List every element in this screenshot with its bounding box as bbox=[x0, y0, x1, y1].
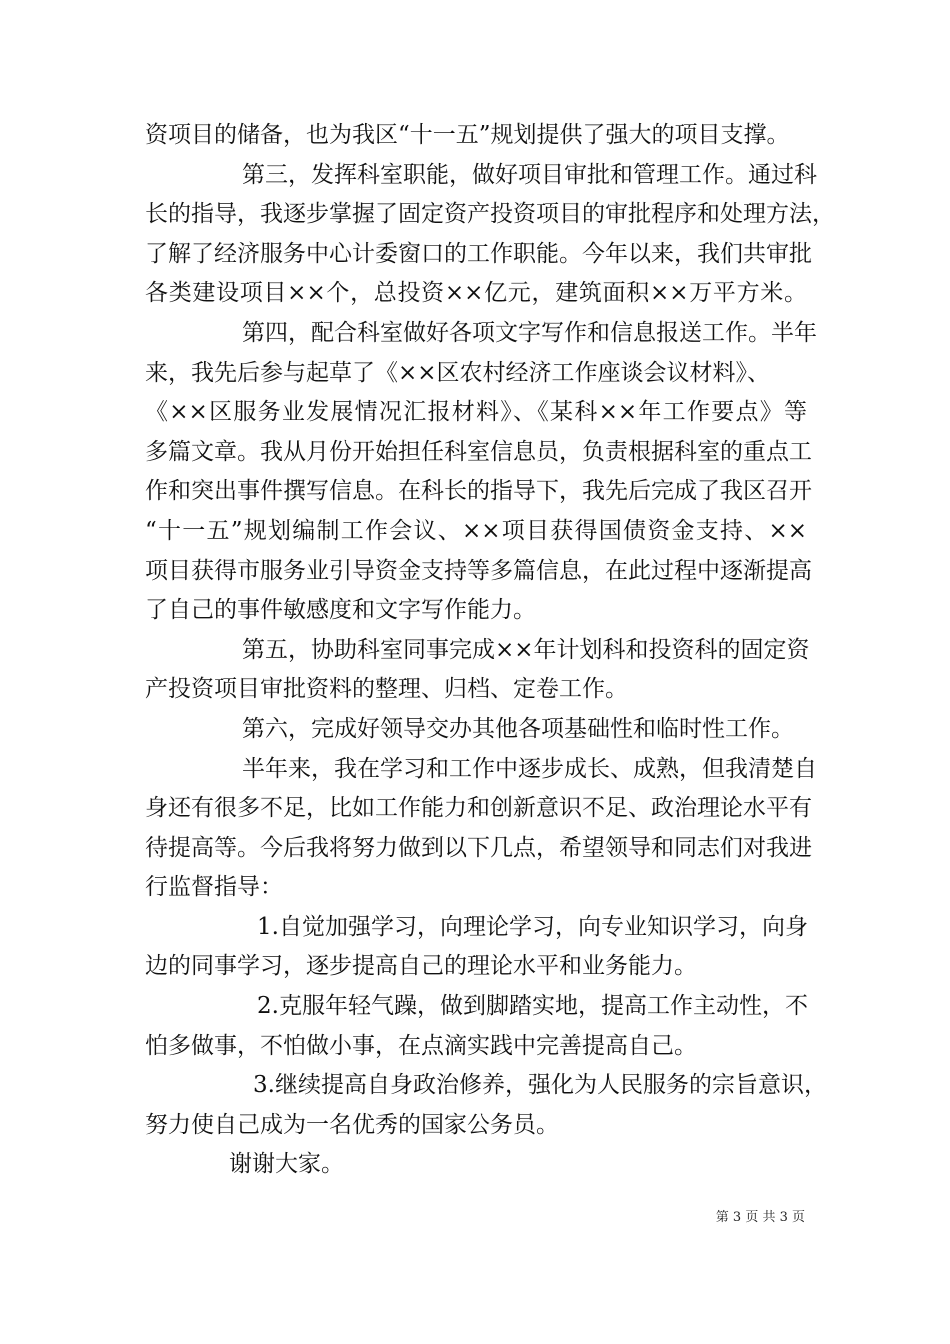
text-line: 作和突出事件撰写信息。在科长的指导下，我先后完成了我区召开 bbox=[145, 478, 812, 505]
text-line: 第六，完成好领导交办其他各项基础性和临时性工作。 bbox=[242, 715, 794, 742]
text-line: 第四，配合科室做好各项文字写作和信息报送工作。半年 bbox=[242, 319, 817, 346]
text-line: 第五，协助科室同事完成××年计划科和投资科的固定资 bbox=[242, 636, 810, 663]
document-body bbox=[145, 116, 835, 1185]
text-line: 努力使自己成为一名优秀的国家公务员。 bbox=[145, 1111, 559, 1138]
text-line: 来，我先后参与起草了《××区农村经济工作座谈会议材料》、 bbox=[145, 359, 771, 386]
text-line: 多篇文章。我从月份开始担任科室信息员，负责根据科室的重点工 bbox=[145, 438, 812, 465]
text-line: 1.自觉加强学习，向理论学习，向专业知识学习，向身 bbox=[257, 913, 808, 940]
text-line: 了自己的事件敏感度和文字写作能力。 bbox=[145, 597, 536, 624]
text-line: 了解了经济服务中心计委窗口的工作职能。今年以来，我们共审批 bbox=[145, 240, 812, 267]
text-line: 半年来，我在学习和工作中逐步成长、成熟，但我清楚自 bbox=[242, 755, 817, 782]
text-line: 谢谢大家。 bbox=[229, 1151, 344, 1178]
text-line: 《××区服务业发展情况汇报材料》、《某科××年工作要点》等 bbox=[145, 399, 807, 426]
text-line: 第三，发挥科室职能，做好项目审批和管理工作。通过科 bbox=[242, 161, 817, 188]
text-line: 各类建设项目××个，总投资××亿元，建筑面积××万平方米。 bbox=[145, 280, 807, 307]
text-line: 待提高等。今后我将努力做到以下几点，希望领导和同志们对我进 bbox=[145, 834, 812, 861]
text-line: 边的同事学习，逐步提高自己的理论水平和业务能力。 bbox=[145, 953, 697, 980]
page-number: 第 3 页 共 3 页 bbox=[715, 1210, 805, 1225]
text-line: 怕多做事，不怕做小事，在点滴实践中完善提高自己。 bbox=[145, 1032, 697, 1059]
text-line: 项目获得市服务业引导资金支持等多篇信息，在此过程中逐渐提高 bbox=[145, 557, 812, 584]
text-line: 3.继续提高自身政治修养，强化为人民服务的宗旨意识， bbox=[253, 1072, 827, 1099]
text-line: 身还有很多不足，比如工作能力和创新意识不足、政治理论水平有 bbox=[145, 795, 812, 822]
text-line: 长的指导，我逐步掌握了固定资产投资项目的审批程序和处理方法， bbox=[145, 201, 835, 228]
text-line: 行监督指导： bbox=[145, 874, 283, 901]
text-line: 资项目的储备，也为我区“十一五”规划提供了强大的项目支撑。 bbox=[145, 122, 790, 148]
text-line: 产投资项目审批资料的整理、归档、定卷工作。 bbox=[145, 676, 628, 703]
text-line: 2.克服年轻气躁，做到脚踏实地，提高工作主动性，不 bbox=[257, 993, 808, 1020]
text-line: “十一五”规划编制工作会议、××项目获得国债资金支持、×× bbox=[145, 517, 807, 544]
